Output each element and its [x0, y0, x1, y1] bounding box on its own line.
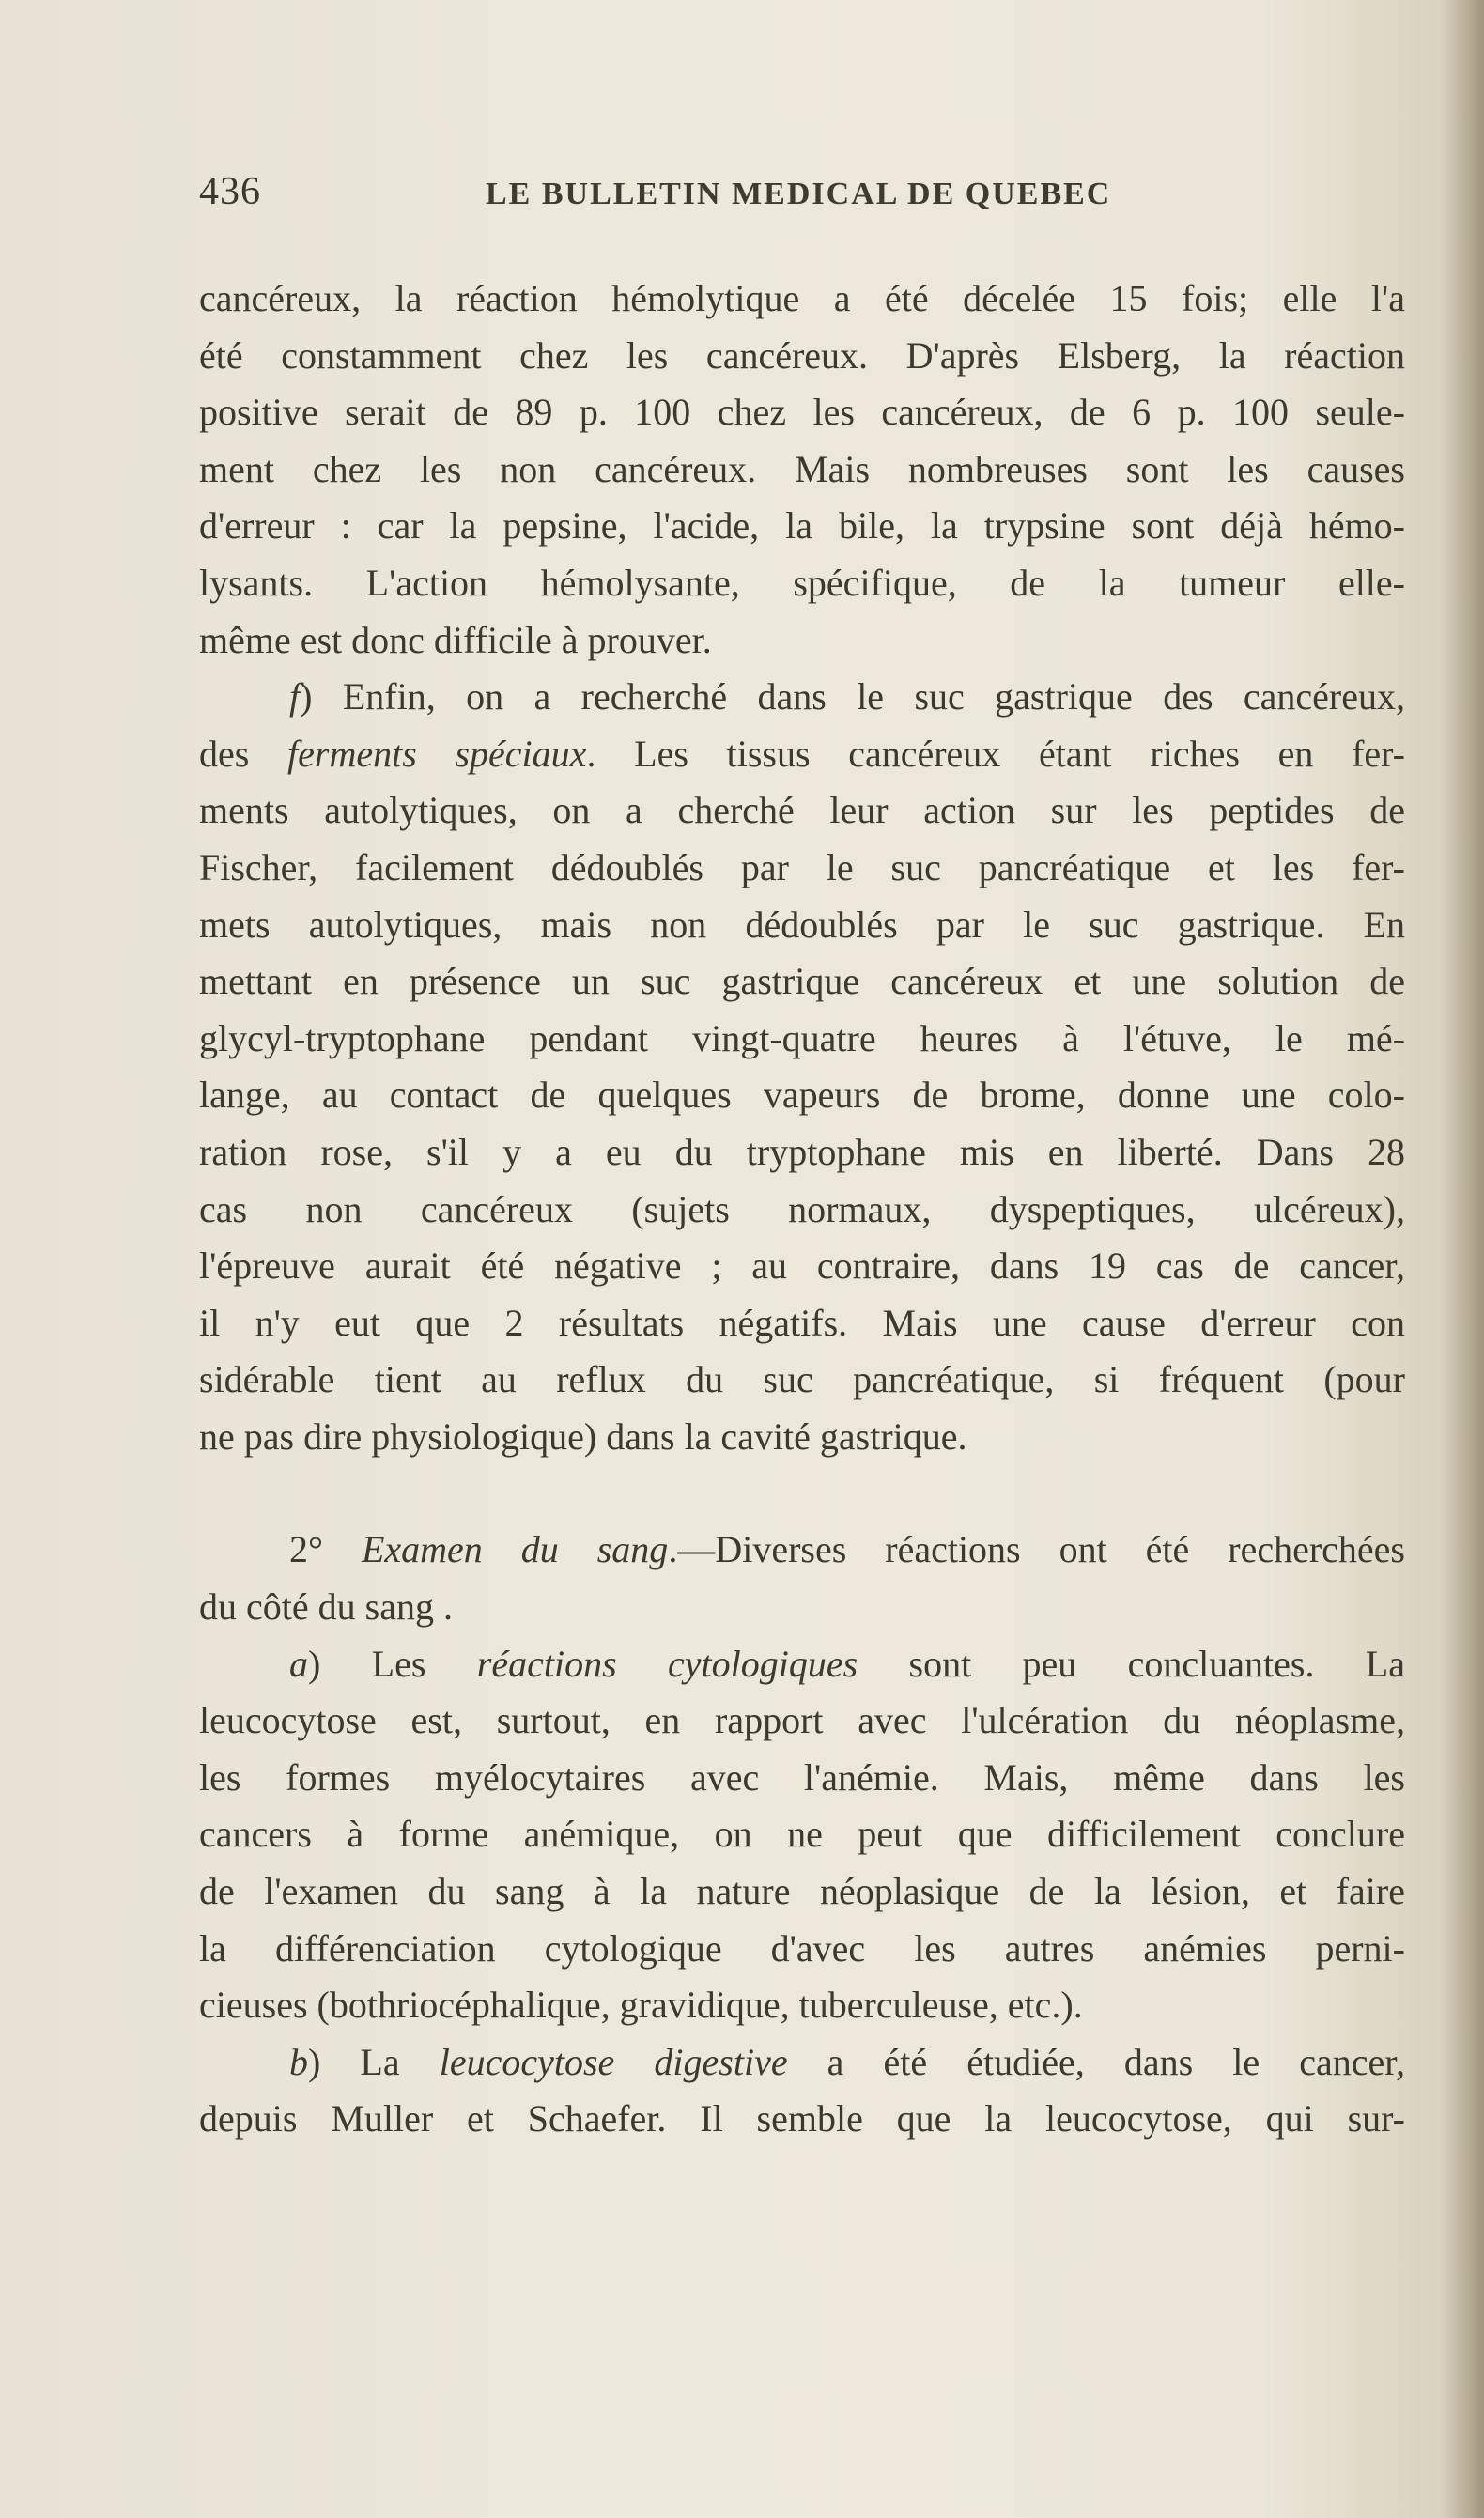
text-line: ment chez les non cancéreux. Mais nombreuses sont les causes: [199, 447, 1405, 490]
italic-text: leucocytose digestive: [439, 2040, 788, 2083]
text-line: Fischer, facilement dédoublés par le suc pancréatique et les fer-: [199, 845, 1405, 888]
text-line: sidérable tient au reflux du suc pancréatique, si fréquent (pour: [199, 1358, 1405, 1401]
text-segment: a été étudiée, dans le cancer,: [787, 2040, 1405, 2083]
italic-text: Examen du sang: [361, 1528, 669, 1571]
text-line: cancers à forme anémique, on ne peut que difficilement conclure: [199, 1813, 1405, 1856]
text-line: la différenciation cytologique d'avec les autres anémies perni-: [199, 1926, 1405, 1970]
paragraph-gap: [199, 1465, 1405, 1522]
italic-text: b: [289, 2040, 308, 2083]
page-edge-shadow: [1445, 0, 1484, 2518]
text-line: [199, 1522, 1405, 1579]
text-line: du côté du sang .: [199, 1585, 453, 1629]
text-line: [199, 726, 1405, 783]
text-line: mettant en présence un suc gastrique cancéreux et une solution de: [199, 960, 1405, 1003]
text-segment: ) La: [308, 2040, 440, 2083]
text-line: [199, 2034, 1405, 2092]
text-line: lysants. L'action hémolysante, spécifique, de la tumeur elle-: [199, 561, 1405, 604]
text-line: mets autolytiques, mais non dédoublés par le suc gastrique. En: [199, 903, 1405, 946]
text-line: les formes myélocytaires avec l'anémie. Mais, même dans les: [199, 1755, 1405, 1799]
text-line: d'erreur : car la pepsine, l'acide, la bile, la trypsine sont déjà hémo-: [199, 504, 1405, 548]
text-line: ne pas dire physiologique) dans la cavité gastrique.: [199, 1414, 967, 1458]
italic-text: f: [289, 675, 301, 718]
text-line: positive serait de 89 p. 100 chez les cancéreux, de 6 p. 100 seule-: [199, 391, 1405, 434]
text-segment: sont peu concluantes. La: [858, 1642, 1405, 1685]
page-number: 436: [199, 170, 261, 213]
text-line: [199, 1636, 1405, 1693]
text-segment: .—Diverses réactions ont été recherchées: [668, 1528, 1405, 1571]
text-line: cieuses (bothriocéphalique, gravidique, tuberculeuse, etc.).: [199, 1984, 1083, 2027]
body-text: [199, 270, 1405, 2148]
text-line: cancéreux, la réaction hémolytique a été décelée 15 fois; elle l'a: [199, 277, 1405, 319]
italic-text: réactions cytologiques: [476, 1642, 858, 1685]
text-line: leucocytose est, surtout, en rapport avec l'ulcération du néoplasme,: [199, 1699, 1405, 1742]
text-line: cas non cancéreux (sujets normaux, dyspeptiques, ulcéreux),: [199, 1187, 1405, 1230]
text-line: lange, au contact de quelques vapeurs de brome, donne une colo-: [199, 1074, 1405, 1117]
text-segment: ) Enfin, on a recherché dans le suc gastrique des cancéreux,: [300, 675, 1405, 718]
text-line: été constamment chez les cancéreux. D'après Elsberg, la réaction: [199, 333, 1405, 377]
text-line: glycyl-tryptophane pendant vingt-quatre heures à l'étuve, le mé-: [199, 1016, 1405, 1059]
text-segment: . Les tissus cancéreux étant riches en fer-: [586, 732, 1406, 775]
text-line: ments autolytiques, on a cherché leur action sur les peptides de: [199, 789, 1405, 832]
text-line: [199, 669, 1405, 726]
italic-text: ferments spéciaux: [287, 732, 587, 775]
italic-text: a: [289, 1642, 308, 1685]
text-line: même est donc difficile à prouver.: [199, 618, 712, 661]
running-head: LE BULLETIN MEDICAL DE QUEBEC: [486, 177, 1112, 211]
text-line: il n'y eut que 2 résultats négatifs. Mais une cause d'erreur con: [199, 1301, 1405, 1344]
text-line: de l'examen du sang à la nature néoplasique de la lésion, et faire: [199, 1870, 1405, 1913]
text-segment: 2°: [289, 1528, 362, 1571]
text-line: depuis Muller et Schaefer. Il semble que la leucocytose, qui sur-: [199, 2097, 1405, 2140]
text-segment: des: [199, 732, 288, 775]
text-line: l'épreuve aurait été négative ; au contraire, dans 19 cas de cancer,: [199, 1244, 1405, 1288]
text-line: ration rose, s'il y a eu du tryptophane mis en liberté. Dans 28: [199, 1130, 1405, 1173]
text-segment: ) Les: [308, 1642, 477, 1685]
page-header: [199, 169, 1420, 225]
